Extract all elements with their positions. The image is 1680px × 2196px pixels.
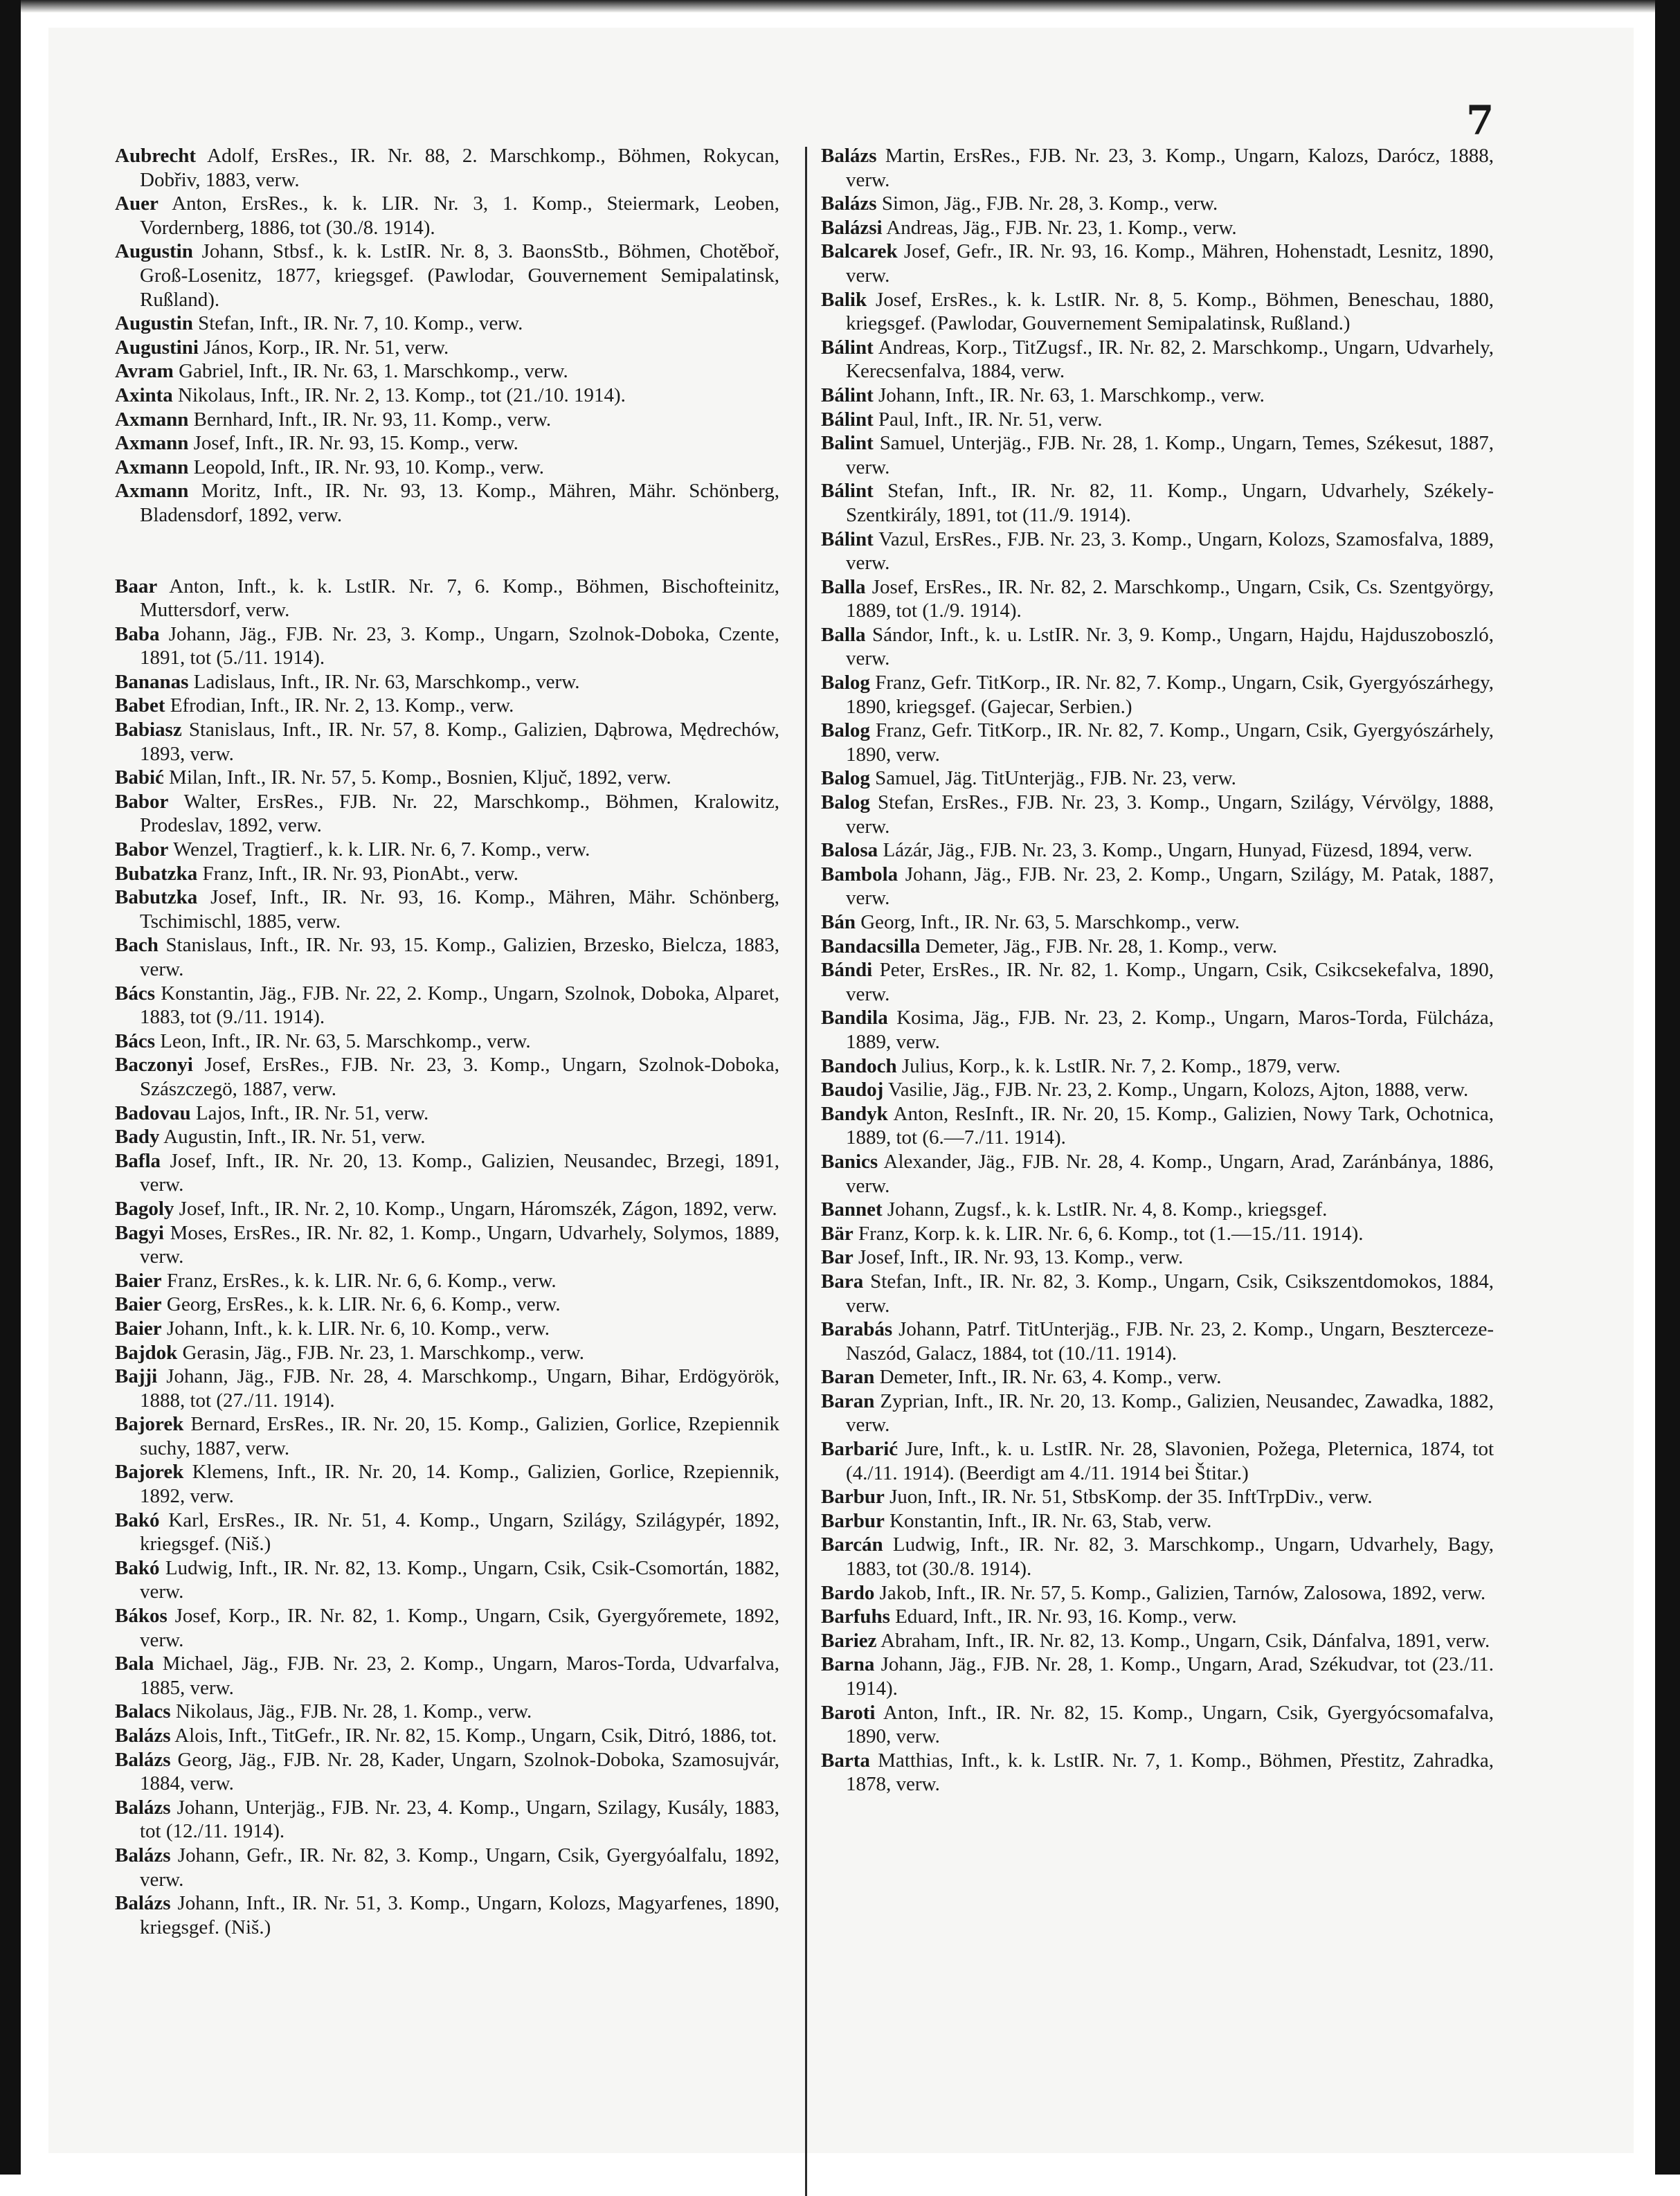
entry-details: Ludwig, Inft., IR. Nr. 82, 3. Marschkomp., Ungarn, Udvarhely, Bagy, 1883, tot (30./8. 1914).	[846, 1533, 1494, 1581]
entry-surname: Axinta	[115, 384, 173, 406]
list-entry	[821, 1006, 1494, 1054]
list-entry	[821, 719, 1494, 766]
entry-surname: Bady	[115, 1126, 160, 1149]
list-entry	[115, 1748, 779, 1796]
list-entry	[115, 1724, 779, 1748]
entry-details: Johann, Jäg., FJB. Nr. 23, 3. Komp., Ungarn, Szolnok-Doboka, Czente, 1891, tot (5./11. 1914).	[140, 622, 780, 669]
list-entry	[821, 910, 1494, 935]
list-entry	[115, 144, 779, 192]
list-entry	[821, 958, 1494, 1006]
list-entry	[821, 1605, 1494, 1629]
entry-details: Kosima, Jäg., FJB. Nr. 23, 2. Komp., Ungarn, Maros-Torda, Fülcháza, 1889, verw.	[846, 1007, 1494, 1053]
entry-surname: Bálint	[821, 528, 874, 550]
entry-surname: Bálint	[821, 384, 874, 406]
list-entry	[821, 431, 1494, 479]
list-entry	[821, 479, 1494, 527]
entry-details: Julius, Korp., k. k. LstIR. Nr. 7, 2. Komp., 1879, verw.	[901, 1054, 1341, 1077]
entry-surname: Baba	[115, 622, 160, 645]
entry-details: Ludwig, Inft., IR. Nr. 82, 13. Komp., Ungarn, Csik, Csik-Csomortán, 1882, verw.	[140, 1556, 780, 1603]
entry-surname: Bajdok	[115, 1341, 178, 1364]
entry-surname: Baar	[115, 575, 158, 597]
entry-surname: Baran	[821, 1389, 875, 1412]
entry-details: Stefan, ErsRes., FJB. Nr. 23, 3. Komp., Ungarn, Szilágy, Vérvölgy, 1888, verw.	[846, 791, 1494, 838]
entry-surname: Augustini	[115, 336, 199, 359]
entry-surname: Barabás	[821, 1318, 893, 1341]
entry-surname: Bajorek	[115, 1413, 184, 1436]
entry-details: Simon, Jäg., FJB. Nr. 28, 3. Komp., verw.	[881, 192, 1218, 215]
list-entry	[115, 1604, 779, 1652]
entry-surname: Bandyk	[821, 1102, 888, 1125]
entry-surname: Badovau	[115, 1101, 191, 1124]
entry-surname: Baudoj	[821, 1079, 884, 1101]
list-entry	[821, 528, 1494, 575]
list-entry	[115, 790, 779, 838]
entry-details: Franz, Gefr. TitKorp., IR. Nr. 82, 7. Komp., Ungarn, Csik, Gyergyószárhely, 1890, verw.	[846, 719, 1494, 766]
entry-surname: Bandoch	[821, 1054, 897, 1077]
left-column	[115, 144, 779, 1939]
entry-surname: Bács	[115, 982, 155, 1005]
list-entry	[115, 1293, 779, 1317]
entry-surname: Balosa	[821, 839, 878, 862]
list-entry	[821, 1389, 1494, 1437]
entry-details: Josef, ErsRes., k. k. LstIR. Nr. 8, 5. Komp., Böhmen, Beneschau, 1880, kriegsgef. (Pawlodar, Gouvernement Semipalatinsk, Rußland.)	[846, 288, 1494, 335]
scan-edge-right	[1655, 0, 1680, 2175]
entry-details: Michael, Jäg., FJB. Nr. 23, 2. Komp., Ungarn, Maros-Torda, Udvarfalva, 1885, verw.	[140, 1653, 779, 1699]
entry-surname: Baroti	[821, 1701, 876, 1724]
entry-surname: Bajji	[115, 1365, 158, 1388]
entry-surname: Balcarek	[821, 240, 898, 263]
entry-surname: Bariez	[821, 1629, 877, 1652]
entry-details: Alois, Inft., TitGefr., IR. Nr. 82, 15. Komp., Ungarn, Csik, Ditró, 1886, tot.	[174, 1725, 777, 1747]
entry-details: Johann, Inft., IR. Nr. 51, 3. Komp., Ungarn, Kolozs, Magyarfenes, 1890, kriegsgef. (Niš.)	[140, 1892, 780, 1938]
list-entry	[821, 766, 1494, 791]
entry-details: Johann, Stbsf., k. k. LstIR. Nr. 8, 3. BaonsStb., Böhmen, Chotěboř, Groß-Losenitz, 1877, kriegsgef. (Pawlodar, Gouvernement Semipalatinsk, Rußland).	[140, 240, 780, 311]
entry-details: Wenzel, Tragtierf., k. k. LIR. Nr. 6, 7. Komp., verw.	[173, 838, 590, 861]
entry-surname: Babić	[115, 766, 164, 789]
entry-surname: Baier	[115, 1293, 162, 1316]
entry-surname: Barcán	[821, 1533, 883, 1556]
entry-surname: Balog	[821, 719, 870, 742]
list-entry	[115, 1317, 779, 1341]
entry-details: Efrodian, Inft., IR. Nr. 2, 13. Komp., verw.	[170, 694, 514, 717]
entry-surname: Babet	[115, 694, 165, 717]
list-entry	[821, 1701, 1494, 1749]
entry-surname: Babutzka	[115, 886, 198, 909]
entry-surname: Bannet	[821, 1198, 883, 1221]
entry-surname: Bajorek	[115, 1461, 184, 1484]
entry-surname: Bálint	[821, 336, 874, 359]
entry-details: Martin, ErsRes., FJB. Nr. 23, 3. Komp., Ungarn, Kalozs, Darócz, 1888, verw.	[846, 145, 1494, 191]
list-entry	[821, 1629, 1494, 1653]
entry-surname: Augustin	[115, 240, 193, 263]
entry-surname: Aubrecht	[115, 145, 197, 167]
entry-details: Anton, ErsRes., k. k. LIR. Nr. 3, 1. Komp., Steiermark, Leoben, Vordernberg, 1886, tot (30./8. 1914).	[140, 192, 779, 239]
list-entry	[821, 1509, 1494, 1533]
entry-surname: Balázs	[821, 145, 877, 167]
entry-surname: Balacs	[115, 1700, 171, 1723]
list-entry	[821, 838, 1494, 863]
entry-surname: Bán	[821, 911, 856, 933]
entry-details: Eduard, Inft., IR. Nr. 93, 16. Komp., verw.	[895, 1605, 1237, 1628]
list-entry	[115, 359, 779, 384]
list-entry	[821, 1485, 1494, 1509]
entry-surname: Bambola	[821, 863, 898, 885]
entry-surname: Bálint	[821, 408, 874, 431]
list-entry	[115, 408, 779, 432]
list-entry	[115, 1460, 779, 1508]
list-entry	[115, 1700, 779, 1724]
entry-surname: Axmann	[115, 480, 189, 503]
list-entry	[821, 1102, 1494, 1150]
entry-surname: Barta	[821, 1749, 870, 1772]
list-entry	[821, 1365, 1494, 1389]
list-entry	[115, 1221, 779, 1269]
list-entry	[115, 1509, 779, 1556]
entry-details: Nikolaus, Inft., IR. Nr. 2, 13. Komp., tot (21./10. 1914).	[178, 384, 626, 406]
scan-edge-top	[0, 0, 1680, 12]
entry-details: Stefan, Inft., IR. Nr. 82, 3. Komp., Ungarn, Csik, Csikszentdomokos, 1884, verw.	[846, 1270, 1494, 1317]
entry-details: Moses, ErsRes., IR. Nr. 82, 1. Komp., Ungarn, Udvarhely, Solymos, 1889, verw.	[140, 1221, 780, 1268]
entry-surname: Balázs	[115, 1892, 171, 1915]
entry-details: Josef, Inft., IR. Nr. 2, 10. Komp., Ungarn, Háromszék, Zágon, 1892, verw.	[179, 1197, 777, 1220]
entry-details: Andreas, Korp., TitZugsf., IR. Nr. 82, 2. Marschkomp., Ungarn, Udvarhely, Kerecsenfalva, 1884, verw.	[846, 336, 1494, 383]
entry-surname: Augustin	[115, 312, 193, 335]
entry-surname: Balázs	[115, 1796, 171, 1819]
list-entry	[821, 1437, 1494, 1485]
entry-surname: Bubatzka	[115, 862, 198, 885]
entry-details: Josef, Inft., IR. Nr. 20, 13. Komp., Galizien, Neusandec, Brzegi, 1891, verw.	[140, 1149, 780, 1196]
entry-details: Johann, Unterjäg., FJB. Nr. 23, 4. Komp., Ungarn, Szilagy, Kusály, 1883, tot (12./11. 1914).	[140, 1796, 779, 1843]
list-entry	[821, 1581, 1494, 1605]
entry-details: János, Korp., IR. Nr. 51, verw.	[204, 336, 449, 359]
entry-surname: Baier	[115, 1317, 162, 1340]
entry-details: Bernard, ErsRes., IR. Nr. 20, 15. Komp., Galizien, Gorlice, Rzepiennik suchy, 1887, verw.	[140, 1413, 780, 1459]
list-entry	[115, 1053, 779, 1101]
list-entry	[115, 1796, 779, 1844]
entry-details: Paul, Inft., IR. Nr. 51, verw.	[878, 408, 1103, 431]
entry-surname: Bala	[115, 1653, 154, 1675]
list-entry	[821, 935, 1494, 959]
entry-surname: Babor	[115, 790, 169, 813]
entry-surname: Avram	[115, 360, 174, 383]
entry-surname: Babiasz	[115, 719, 182, 741]
entry-surname: Bandila	[821, 1007, 888, 1029]
list-entry	[821, 1533, 1494, 1581]
entry-details: Juon, Inft., IR. Nr. 51, StbsKomp. der 35. InftTrpDiv., verw.	[889, 1486, 1373, 1509]
list-entry	[115, 1149, 779, 1197]
list-entry	[115, 1844, 779, 1891]
list-entry	[115, 862, 779, 886]
entry-surname: Bagoly	[115, 1197, 174, 1220]
list-entry	[115, 670, 779, 694]
list-entry	[821, 1054, 1494, 1079]
list-entry	[821, 216, 1494, 240]
entry-surname: Bandacsilla	[821, 935, 921, 957]
entry-details: Stanislaus, Inft., IR. Nr. 93, 15. Komp., Galizien, Brzesko, Bielcza, 1883, verw.	[140, 934, 780, 980]
page-number: 7	[1466, 97, 1494, 144]
entry-details: Franz, Korp. k. k. LIR. Nr. 6, 6. Komp., tot (1.—15./11. 1914).	[858, 1222, 1364, 1245]
entry-details: Anton, Inft., k. k. LstIR. Nr. 7, 6. Komp., Böhmen, Bischofteinitz, Muttersdorf, verw.	[140, 575, 779, 622]
entry-details: Franz, Gefr. TitKorp., IR. Nr. 82, 7. Komp., Ungarn, Csik, Gyergyószárhegy, 1890, kriegsgef. (Gajecar, Serbien.)	[846, 672, 1494, 718]
entry-details: Josef, Korp., IR. Nr. 82, 1. Komp., Ungarn, Csik, Gyergyőremete, 1892, verw.	[140, 1605, 780, 1651]
entry-surname: Baier	[115, 1269, 162, 1292]
section-gap	[115, 528, 779, 575]
entry-details: Stefan, Inft., IR. Nr. 82, 11. Komp., Ungarn, Udvarhely, Székely-Szentkirály, 1891, tot (11./9. 1914).	[846, 480, 1494, 526]
entry-surname: Auer	[115, 192, 159, 215]
entry-details: Samuel, Jäg. TitUnterjäg., FJB. Nr. 23, verw.	[875, 767, 1236, 790]
list-entry	[821, 791, 1494, 838]
entry-details: Samuel, Unterjäg., FJB. Nr. 28, 1. Komp., Ungarn, Temes, Székesut, 1887, verw.	[846, 432, 1494, 478]
entry-surname: Balla	[821, 623, 866, 646]
list-entry	[115, 1125, 779, 1149]
list-entry	[115, 575, 779, 622]
list-entry	[821, 1270, 1494, 1317]
entry-details: Stanislaus, Inft., IR. Nr. 57, 8. Komp., Galizien, Dąbrowa, Mędrechów, 1893, verw.	[140, 719, 779, 765]
list-entry	[115, 1652, 779, 1700]
list-entry	[821, 1317, 1494, 1365]
entry-details: Stefan, Inft., IR. Nr. 7, 10. Komp., verw.	[198, 312, 523, 335]
entry-details: Jakob, Inft., IR. Nr. 57, 5. Komp., Galizien, Tarnów, Zalosowa, 1892, verw.	[879, 1581, 1486, 1604]
list-entry	[115, 718, 779, 766]
entry-surname: Barbur	[821, 1509, 885, 1532]
entry-surname: Balázs	[821, 192, 877, 215]
list-entry	[115, 1197, 779, 1221]
list-entry	[115, 885, 779, 933]
entry-surname: Barfuhs	[821, 1605, 890, 1628]
entry-surname: Balla	[821, 575, 866, 598]
list-entry	[115, 933, 779, 981]
entry-surname: Bach	[115, 934, 159, 957]
column-divider	[805, 147, 807, 2196]
entry-details: Josef, Inft., IR. Nr. 93, 13. Komp., verw.	[858, 1246, 1184, 1269]
entry-surname: Balint	[821, 432, 874, 455]
entry-details: Georg, Inft., IR. Nr. 63, 5. Marschkomp., verw.	[860, 911, 1240, 933]
entry-surname: Balik	[821, 288, 867, 311]
list-entry	[115, 694, 779, 718]
entry-details: Johann, Gefr., IR. Nr. 82, 3. Komp., Ungarn, Csik, Gyergyóalfalu, 1892, verw.	[140, 1844, 779, 1891]
entry-details: Adolf, ErsRes., IR. Nr. 88, 2. Marschkomp., Böhmen, Rokycan, Dobřiv, 1883, verw.	[140, 145, 779, 191]
entry-surname: Balog	[821, 791, 870, 814]
entry-details: Josef, Inft., IR. Nr. 93, 15. Komp., verw.	[193, 432, 518, 455]
list-entry	[115, 838, 779, 862]
entry-details: Franz, ErsRes., k. k. LIR. Nr. 6, 6. Komp., verw.	[166, 1269, 557, 1292]
list-entry	[115, 192, 779, 240]
entry-surname: Bar	[821, 1246, 853, 1269]
list-entry	[821, 1245, 1494, 1270]
list-entry	[115, 431, 779, 456]
list-entry	[115, 766, 779, 790]
entry-surname: Axmann	[115, 456, 189, 478]
entry-details: Karl, ErsRes., IR. Nr. 51, 4. Komp., Ungarn, Szilágy, Szilágypér, 1892, kriegsgef. (Niš.)	[140, 1509, 780, 1556]
list-entry	[115, 1269, 779, 1293]
right-column	[821, 144, 1494, 1797]
entry-details: Josef, Gefr., IR. Nr. 93, 16. Komp., Mähren, Hohenstadt, Lesnitz, 1890, verw.	[846, 240, 1494, 287]
entry-surname: Bananas	[115, 670, 189, 693]
entry-surname: Bákos	[115, 1605, 168, 1628]
entry-details: Anton, ResInft., IR. Nr. 20, 15. Komp., Galizien, Nowy Tark, Ochotnica, 1889, tot (6.—7./11. 1914).	[846, 1102, 1494, 1149]
entry-details: Gabriel, Inft., IR. Nr. 63, 1. Marschkomp., verw.	[179, 360, 568, 383]
entry-surname: Balázsi	[821, 216, 883, 239]
entry-surname: Bakó	[115, 1509, 160, 1531]
entry-details: Anton, Inft., IR. Nr. 82, 15. Komp., Ungarn, Csik, Gyergyócsomafalva, 1890, verw.	[846, 1701, 1494, 1748]
list-entry	[821, 336, 1494, 384]
entry-details: Johann, Jäg., FJB. Nr. 28, 1. Komp., Ungarn, Arad, Székudvar, tot (23./11. 1914).	[846, 1653, 1494, 1700]
list-entry	[821, 575, 1494, 623]
entry-surname: Bara	[821, 1270, 864, 1293]
list-entry	[821, 288, 1494, 336]
entry-details: Matthias, Inft., k. k. LstIR. Nr. 7, 1. Komp., Böhmen, Přestitz, Zahradka, 1878, verw.	[846, 1749, 1494, 1796]
entry-details: Johann, Jäg., FJB. Nr. 23, 2. Komp., Ungarn, Szilágy, M. Patak, 1887, verw.	[846, 863, 1494, 910]
entry-details: Johann, Inft., IR. Nr. 63, 1. Marschkomp., verw.	[878, 384, 1265, 406]
entry-surname: Bálint	[821, 480, 874, 503]
list-entry	[821, 1222, 1494, 1246]
entry-surname: Axmann	[115, 408, 189, 431]
entry-surname: Baczonyi	[115, 1054, 193, 1077]
entry-details: Sándor, Inft., k. u. LstIR. Nr. 3, 9. Komp., Ungarn, Hajdu, Hajduszoboszló, verw.	[846, 623, 1494, 670]
entry-details: Josef, ErsRes., FJB. Nr. 23, 3. Komp., Ungarn, Szolnok-Doboka, Szászczegö, 1887, verw.	[140, 1054, 780, 1100]
entry-details: Demeter, Inft., IR. Nr. 63, 4. Komp., verw.	[879, 1366, 1222, 1389]
entry-surname: Balázs	[115, 1748, 171, 1771]
entry-details: Lázár, Jäg., FJB. Nr. 23, 3. Komp., Ungarn, Hunyad, Füzesd, 1894, verw.	[883, 839, 1472, 862]
entry-details: Josef, Inft., IR. Nr. 93, 16. Komp., Mähren, Mähr. Schönberg, Tschimischl, 1885, verw.	[140, 886, 779, 933]
list-entry	[115, 982, 779, 1029]
entry-details: Walter, ErsRes., FJB. Nr. 22, Marschkomp., Böhmen, Kralowitz, Prodeslav, 1892, verw.	[140, 790, 780, 837]
list-entry	[115, 240, 779, 312]
entry-surname: Balog	[821, 767, 870, 790]
list-entry	[115, 1101, 779, 1126]
entry-details: Bernhard, Inft., IR. Nr. 93, 11. Komp., verw.	[193, 408, 552, 431]
list-entry	[115, 1365, 779, 1412]
entry-surname: Barbur	[821, 1486, 885, 1509]
entry-surname: Bardo	[821, 1581, 875, 1604]
entry-details: Lajos, Inft., IR. Nr. 51, verw.	[195, 1101, 429, 1124]
entry-details: Johann, Zugsf., k. k. LstIR. Nr. 4, 8. Komp., kriegsgef.	[887, 1198, 1328, 1221]
entry-details: Leon, Inft., IR. Nr. 63, 5. Marschkomp., verw.	[160, 1029, 531, 1052]
entry-details: Andreas, Jäg., FJB. Nr. 23, 1. Komp., verw.	[886, 216, 1237, 239]
list-entry	[115, 1891, 779, 1939]
list-entry	[821, 408, 1494, 432]
scan-edge-left	[0, 0, 21, 2175]
entry-details: Moritz, Inft., IR. Nr. 93, 13. Komp., Mähren, Mähr. Schönberg, Bladensdorf, 1892, verw.	[140, 480, 779, 526]
entry-details: Jure, Inft., k. u. LstIR. Nr. 28, Slavonien, Požega, Pleternica, 1874, tot (4./11. 1914). (Beerdigt am 4./11. 1914 bei Štitar.)	[846, 1438, 1494, 1484]
entry-surname: Bagyi	[115, 1221, 164, 1244]
list-entry	[115, 1412, 779, 1460]
list-entry	[821, 144, 1494, 192]
list-entry	[821, 192, 1494, 216]
list-entry	[821, 863, 1494, 910]
entry-details: Vazul, ErsRes., FJB. Nr. 23, 3. Komp., Ungarn, Kolozs, Szamosfalva, 1889, verw.	[846, 528, 1494, 575]
list-entry	[821, 1198, 1494, 1222]
entry-details: Alexander, Jäg., FJB. Nr. 28, 4. Komp., Ungarn, Arad, Zaránbánya, 1886, verw.	[846, 1150, 1494, 1197]
list-entry	[821, 623, 1494, 671]
entry-details: Georg, Jäg., FJB. Nr. 28, Kader, Ungarn, Szolnok-Doboka, Szamosujvár, 1884, verw.	[140, 1748, 780, 1795]
entry-details: Augustin, Inft., IR. Nr. 51, verw.	[163, 1126, 426, 1149]
entry-surname: Bándi	[821, 959, 873, 982]
entry-surname: Bär	[821, 1222, 853, 1245]
entry-details: Ladislaus, Inft., IR. Nr. 63, Marschkomp., verw.	[193, 670, 580, 693]
entry-details: Leopold, Inft., IR. Nr. 93, 10. Komp., verw.	[193, 456, 544, 478]
entry-surname: Bakó	[115, 1556, 160, 1579]
entry-details: Zyprian, Inft., IR. Nr. 20, 13. Komp., Galizien, Neusandec, Zawadka, 1882, verw.	[846, 1389, 1494, 1437]
entry-details: Josef, ErsRes., IR. Nr. 82, 2. Marschkomp., Ungarn, Csik, Cs. Szentgyörgy, 1889, tot (1./9. 1914).	[846, 575, 1494, 622]
list-entry	[115, 456, 779, 480]
entry-surname: Baran	[821, 1366, 875, 1389]
entry-details: Franz, Inft., IR. Nr. 93, PionAbt., verw.	[202, 862, 518, 885]
entry-surname: Balog	[821, 672, 870, 694]
entry-surname: Balázs	[115, 1844, 171, 1866]
entry-surname: Bács	[115, 1029, 155, 1052]
entry-details: Konstantin, Inft., IR. Nr. 63, Stab, verw.	[889, 1509, 1212, 1532]
list-entry	[115, 1029, 779, 1054]
list-entry	[115, 336, 779, 360]
entry-details: Georg, ErsRes., k. k. LIR. Nr. 6, 6. Komp., verw.	[166, 1293, 561, 1316]
entry-details: Peter, ErsRes., IR. Nr. 82, 1. Komp., Ungarn, Csik, Csikcsekefalva, 1890, verw.	[846, 959, 1494, 1005]
entry-surname: Barbarić	[821, 1438, 898, 1461]
entry-details: Milan, Inft., IR. Nr. 57, 5. Komp., Bosnien, Ključ, 1892, verw.	[169, 766, 671, 789]
list-entry	[115, 1556, 779, 1604]
list-entry	[115, 479, 779, 527]
entry-details: Johann, Inft., k. k. LIR. Nr. 6, 10. Komp., verw.	[166, 1317, 550, 1340]
list-entry	[821, 1653, 1494, 1700]
entry-surname: Balázs	[115, 1725, 171, 1747]
entry-surname: Axmann	[115, 432, 189, 455]
entry-details: Nikolaus, Jäg., FJB. Nr. 28, 1. Komp., verw.	[175, 1700, 532, 1723]
list-entry	[821, 384, 1494, 408]
entry-surname: Bafla	[115, 1149, 161, 1172]
entry-details: Gerasin, Jäg., FJB. Nr. 23, 1. Marschkomp., verw.	[182, 1341, 584, 1364]
list-entry	[115, 312, 779, 336]
entry-details: Abraham, Inft., IR. Nr. 82, 13. Komp., Ungarn, Csik, Dánfalva, 1891, verw.	[880, 1629, 1490, 1652]
entry-details: Klemens, Inft., IR. Nr. 20, 14. Komp., Galizien, Gorlice, Rzepiennik, 1892, verw.	[140, 1461, 780, 1508]
list-entry	[821, 1078, 1494, 1102]
entry-details: Johann, Patrf. TitUnterjäg., FJB. Nr. 23, 2. Komp., Ungarn, Beszterceze-Naszód, Galacz, 1884, tot (10./11. 1914).	[846, 1318, 1494, 1365]
entry-surname: Babor	[115, 838, 169, 861]
list-entry	[821, 671, 1494, 719]
entry-details: Konstantin, Jäg., FJB. Nr. 22, 2. Komp., Ungarn, Szolnok, Doboka, Alparet, 1883, tot (9./11. 1914).	[140, 982, 780, 1029]
list-entry	[821, 240, 1494, 287]
entry-surname: Barna	[821, 1653, 875, 1676]
list-entry	[115, 384, 779, 408]
list-entry	[115, 622, 779, 670]
entry-surname: Banics	[821, 1150, 878, 1173]
list-entry	[821, 1150, 1494, 1198]
list-entry	[821, 1749, 1494, 1797]
entry-details: Demeter, Jäg., FJB. Nr. 28, 1. Komp., verw.	[925, 935, 1278, 957]
list-entry	[115, 1341, 779, 1365]
entry-details: Vasilie, Jäg., FJB. Nr. 23, 2. Komp., Ungarn, Kolozs, Ajton, 1888, verw.	[888, 1079, 1469, 1101]
entry-details: Johann, Jäg., FJB. Nr. 28, 4. Marschkomp., Ungarn, Bihar, Erdögyörök, 1888, tot (27./11. 1914).	[140, 1365, 780, 1412]
